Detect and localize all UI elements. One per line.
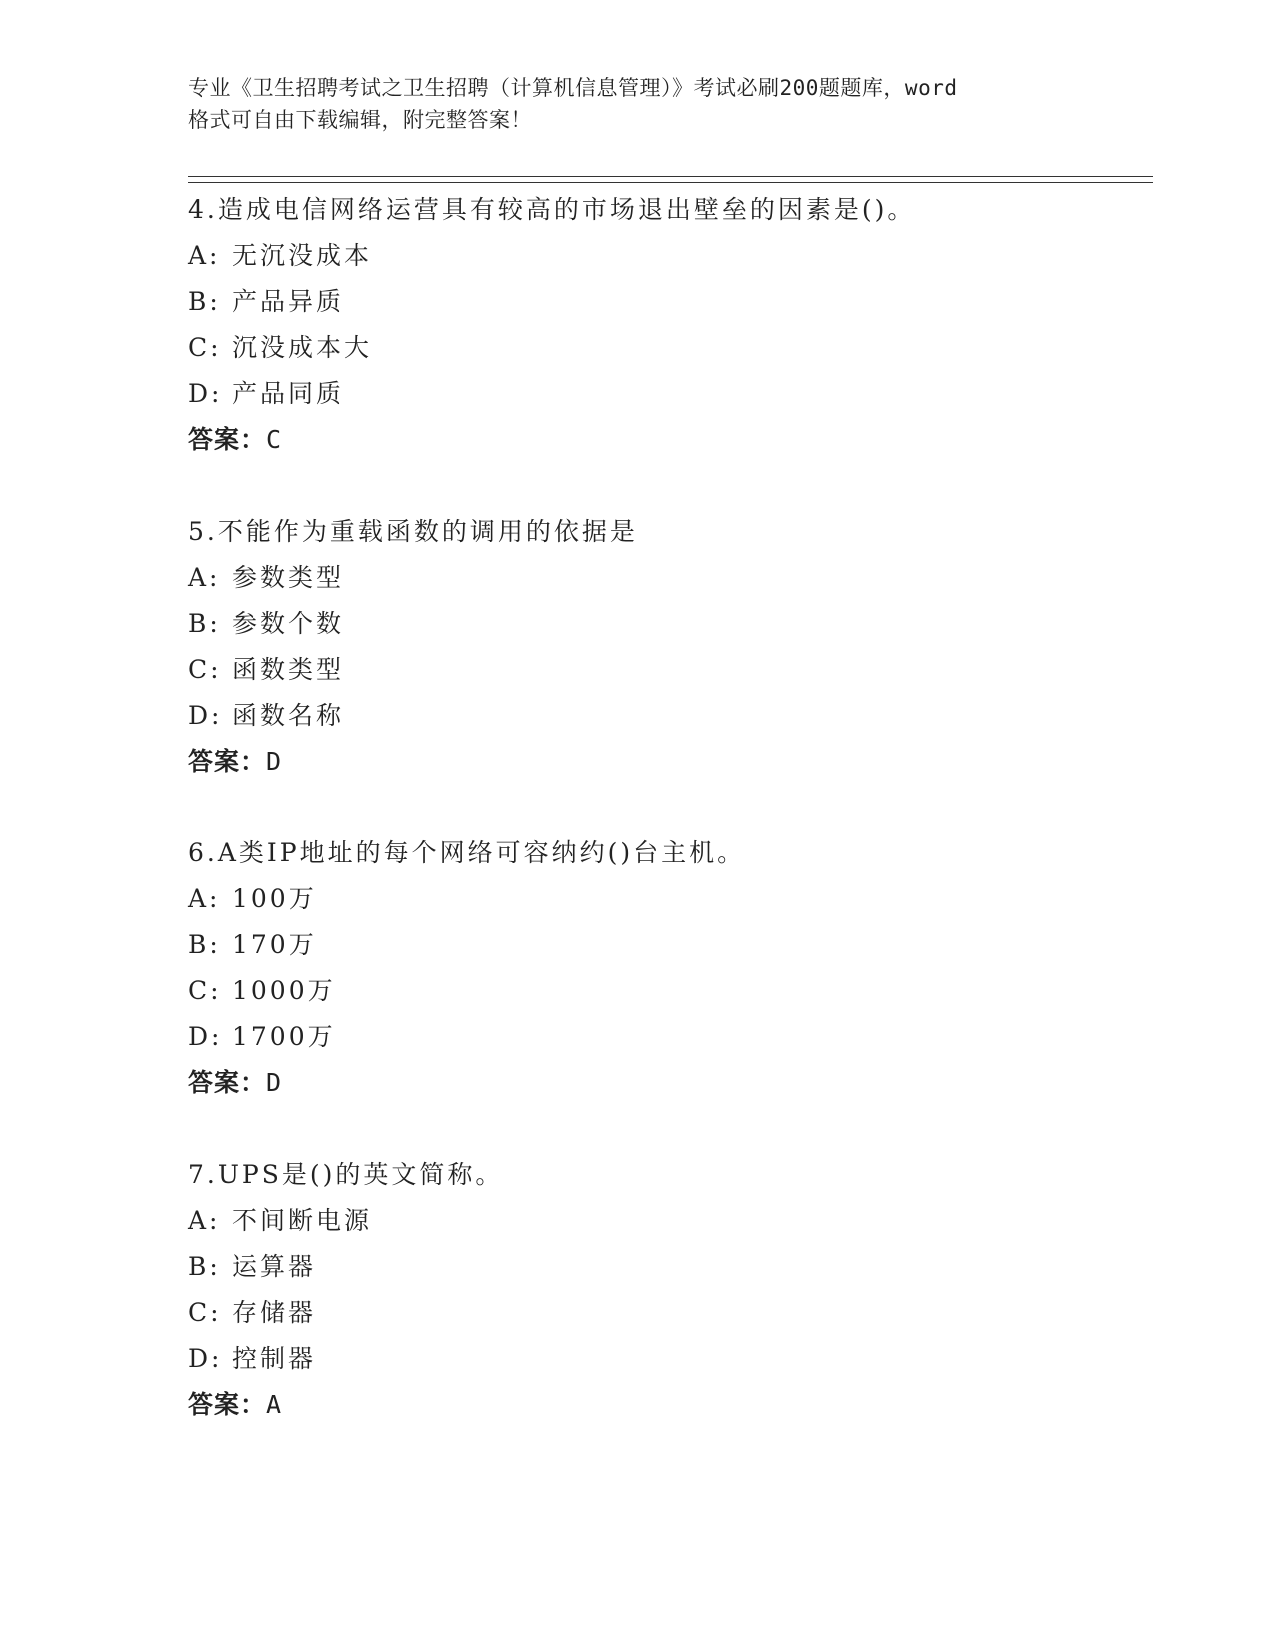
question-title: 7.UPS是()的英文简称。 [188, 1160, 504, 1189]
option-b [188, 1244, 1148, 1290]
option-text: 100万 [232, 884, 317, 913]
question-7 [188, 1152, 1148, 1428]
option-letter: D: [188, 1344, 223, 1373]
question-5 [188, 509, 1148, 785]
option-c [188, 968, 1148, 1014]
option-text: 不间断电源 [232, 1206, 373, 1235]
header-line-2: 格式可自由下载编辑，附完整答案！ [188, 108, 532, 132]
answer-label: 答案： [188, 425, 267, 454]
option-letter: D: [188, 1022, 223, 1051]
answer-line [188, 739, 1148, 785]
option-letter: B: [188, 930, 221, 959]
option-text: 无沉没成本 [232, 241, 373, 270]
option-letter: A: [188, 563, 221, 592]
answer-value: D [266, 747, 282, 776]
option-text: 产品同质 [232, 379, 345, 408]
option-c [188, 647, 1148, 693]
option-text: 170万 [232, 930, 317, 959]
question-4 [188, 187, 1148, 463]
option-d [188, 1336, 1148, 1382]
answer-label: 答案： [188, 1068, 267, 1097]
option-b [188, 601, 1148, 647]
answer-label: 答案： [188, 747, 267, 776]
document-header [188, 72, 1088, 136]
option-letter: B: [188, 609, 221, 638]
option-letter: B: [188, 1252, 221, 1281]
option-b [188, 922, 1148, 968]
option-letter: A: [188, 241, 221, 270]
answer-line [188, 1060, 1148, 1106]
header-divider-top [188, 176, 1153, 177]
option-c [188, 325, 1148, 371]
option-letter: D: [188, 701, 223, 730]
option-a [188, 233, 1148, 279]
option-text: 产品异质 [232, 287, 345, 316]
option-text: 运算器 [232, 1252, 317, 1281]
header-divider-bottom [188, 182, 1153, 183]
option-letter: C: [188, 1298, 222, 1327]
option-letter: C: [188, 976, 222, 1005]
answer-value: A [266, 1390, 282, 1419]
option-text: 函数名称 [232, 701, 345, 730]
header-line-1: 专业《卫生招聘考试之卫生招聘（计算机信息管理）》考试必刷200题题库，word [188, 76, 958, 100]
option-a [188, 876, 1148, 922]
option-letter: A: [188, 1206, 221, 1235]
option-text: 存储器 [232, 1298, 317, 1327]
option-c [188, 1290, 1148, 1336]
option-d [188, 1014, 1148, 1060]
option-letter: B: [188, 287, 221, 316]
option-letter: D: [188, 379, 223, 408]
question-title: 4.造成电信网络运营具有较高的市场退出壁垒的因素是()。 [188, 195, 916, 224]
answer-label: 答案： [188, 1390, 267, 1419]
option-text: 控制器 [232, 1344, 317, 1373]
option-d [188, 371, 1148, 417]
answer-value: C [266, 425, 282, 454]
answer-line [188, 1382, 1148, 1428]
option-a [188, 555, 1148, 601]
option-text: 参数个数 [232, 609, 345, 638]
question-6 [188, 830, 1148, 1106]
option-d [188, 693, 1148, 739]
option-b [188, 279, 1148, 325]
question-title: 5.不能作为重载函数的调用的依据是 [188, 517, 638, 546]
option-a [188, 1198, 1148, 1244]
answer-line [188, 417, 1148, 463]
option-text: 参数类型 [232, 563, 345, 592]
option-text: 沉没成本大 [232, 333, 373, 362]
option-letter: A: [188, 884, 221, 913]
option-text: 函数类型 [232, 655, 345, 684]
option-text: 1700万 [232, 1022, 336, 1051]
answer-value: D [266, 1068, 282, 1097]
option-text: 1000万 [232, 976, 336, 1005]
option-letter: C: [188, 655, 222, 684]
option-letter: C: [188, 333, 222, 362]
question-title: 6.A类IP地址的每个网络可容纳约()台主机。 [188, 838, 746, 867]
